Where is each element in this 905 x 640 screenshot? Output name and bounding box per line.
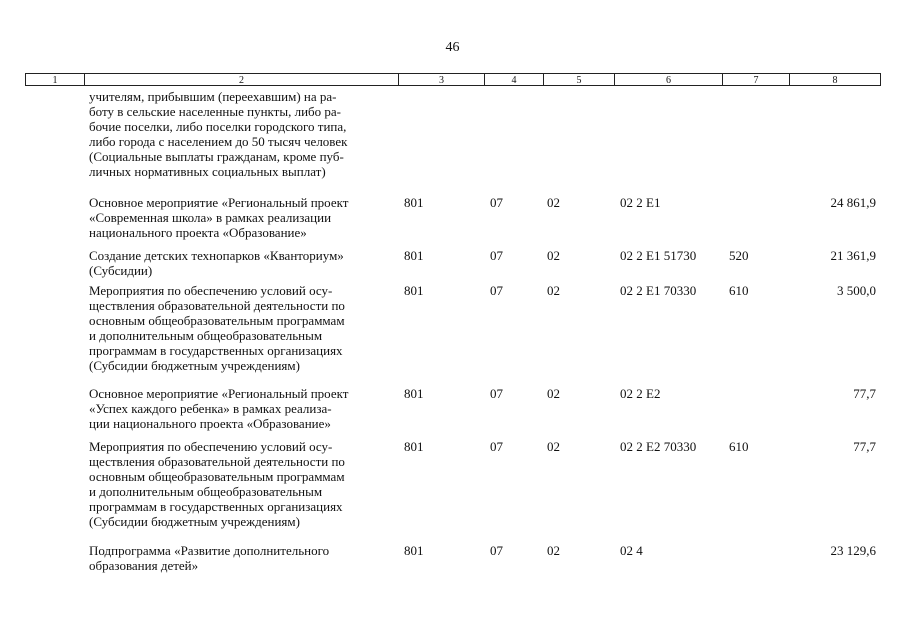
row-code-6: 02 2 E1 [620, 195, 661, 210]
row-code-4: 07 [490, 543, 503, 558]
row-amount: 23 129,6 [830, 543, 876, 558]
row-code-6: 02 2 E1 70330 [620, 283, 697, 298]
row-amount: 24 861,9 [830, 195, 876, 210]
row-code-5: 02 [547, 439, 560, 454]
column-header-1: 1 [25, 73, 85, 86]
page-number: 46 [445, 40, 460, 55]
row-code-4: 07 [490, 386, 503, 401]
table-body [0, 89, 905, 579]
column-header-3: 3 [399, 73, 485, 86]
row-code-3: 801 [404, 283, 424, 298]
row-amount: 3 500,0 [837, 283, 876, 298]
row-code-6: 02 2 E2 [620, 386, 661, 401]
row-code-7: 610 [729, 283, 749, 298]
row-name: учителям, прибывшим (переехавшим) на ра- боту в сельские населенные пункты, либо ра- бочие поселки, либо поселки городского типа, либо города с населением до 50 тысяч человек (Социальные выплаты гражданам, кроме пуб- личных нормативных социальных выплат) [89, 89, 348, 179]
row-code-5: 02 [547, 386, 560, 401]
column-header-2: 2 [85, 73, 399, 86]
row-name: Основное мероприятие «Региональный проект «Современная школа» в рамках реализации национального проекта «Образование» [89, 195, 349, 240]
column-header-8: 8 [790, 73, 881, 86]
row-code-7: 520 [729, 248, 749, 263]
table-row [0, 439, 905, 543]
row-name: Подпрограмма «Развитие дополнительного образования детей» [89, 543, 330, 573]
table-row [0, 386, 905, 439]
table-row [0, 195, 905, 248]
row-code-4: 07 [490, 439, 503, 454]
row-amount: 77,7 [853, 439, 876, 454]
table-row [0, 283, 905, 386]
table-row [0, 89, 905, 195]
row-code-5: 02 [547, 543, 560, 558]
row-name: Мероприятия по обеспечению условий осу- ществления образовательной деятельности по основным общеобразовательным программам и дополнительным общеобразовательным программам в государственных организациях (Субсидии бюджетным учреждениям) [89, 439, 345, 529]
row-name: Создание детских технопарков «Кванториум» (Субсидии) [89, 248, 344, 278]
row-name: Основное мероприятие «Региональный проект «Успех каждого ребенка» в рамках реализа- ции национального проекта «Образование» [89, 386, 349, 431]
row-code-3: 801 [404, 386, 424, 401]
column-header-5: 5 [544, 73, 615, 86]
row-code-4: 07 [490, 195, 503, 210]
row-code-6: 02 2 E2 70330 [620, 439, 697, 454]
row-code-6: 02 2 E1 51730 [620, 248, 697, 263]
column-header-4: 4 [485, 73, 544, 86]
table-header-row [25, 73, 881, 86]
row-code-6: 02 4 [620, 543, 643, 558]
row-code-5: 02 [547, 283, 560, 298]
row-code-7: 610 [729, 439, 749, 454]
row-code-5: 02 [547, 195, 560, 210]
column-header-7: 7 [723, 73, 790, 86]
row-amount: 77,7 [853, 386, 876, 401]
column-header-6: 6 [615, 73, 723, 86]
row-code-4: 07 [490, 283, 503, 298]
row-code-5: 02 [547, 248, 560, 263]
row-code-4: 07 [490, 248, 503, 263]
row-code-3: 801 [404, 543, 424, 558]
row-name: Мероприятия по обеспечению условий осу- ществления образовательной деятельности по основным общеобразовательным программам и дополнительным общеобразовательным программам в государственных организациях (Субсидии бюджетным учреждениям) [89, 283, 345, 373]
row-code-3: 801 [404, 248, 424, 263]
row-code-3: 801 [404, 195, 424, 210]
table-row [0, 248, 905, 283]
table-row [0, 543, 905, 579]
row-amount: 21 361,9 [830, 248, 876, 263]
row-code-3: 801 [404, 439, 424, 454]
